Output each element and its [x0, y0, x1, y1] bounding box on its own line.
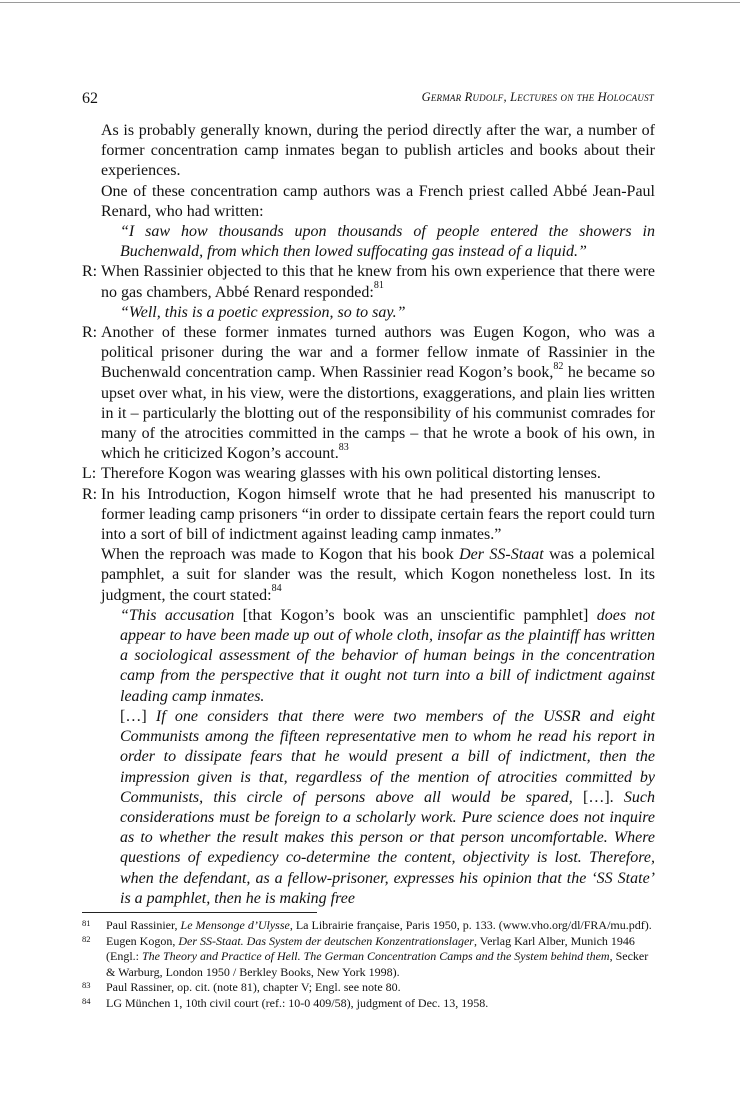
speaker-label: R: [82, 485, 98, 503]
quote-text: Such considerations must be foreign to a scholarly work. Pure science does not inquire as to whether the result makes this person or that person uncomfortable. Where questions of expediency co-determine the content, objectivity is lost. Therefore, when the defendant, as a fellow-prisoner, expresses his opinion that the ‘SS State’ is a pamphlet, then he is making free [120, 788, 655, 907]
footnote-text: , La Librairie française, Paris 1950, p. 133. (www.vho.org/dl/FRA/mu.pdf). [289, 918, 652, 932]
speaker-label: R: [82, 324, 98, 342]
quote-text: “This accusation [120, 606, 243, 624]
paragraph-reproach [82, 545, 655, 606]
page-number: 62 [82, 90, 98, 107]
paragraph-text: he became so upset over what, in his view, were the distortions, exaggerations, and plain lies written in it – particularly the blotting out of the responsibility of his communist comrades for many of the atrocities committed in the camps – that he wrote a book of his own, in which he criticized Kogon’s account. [101, 364, 655, 463]
speaker-label: R: [82, 263, 98, 281]
ellipsis-mark: […] [120, 707, 147, 725]
footnotes [82, 918, 655, 1011]
footnote-ref-83[interactable]: 83 [338, 441, 349, 453]
footnote-82 [82, 934, 655, 981]
footnote-text: Paul Rassinier, [106, 918, 181, 932]
speaker-label: L: [82, 465, 97, 483]
footnote-number: 83 [82, 980, 91, 990]
paragraph-renard-intro: One of these concentration camp authors was a French priest called Abbé Jean-Paul Renard, who had written: [101, 182, 655, 220]
top-border-line [0, 2, 740, 3]
quote-court-1 [82, 606, 655, 707]
book-title: Der SS-Staat [459, 546, 544, 564]
footnote-text: LG München 1, 10th civil court (ref.: 10-0 409/58), judgment of Dec. 13, 1958. [106, 995, 489, 1010]
speaker-paragraph-r1 [82, 262, 655, 302]
quote-renard-reply: “Well, this is a poetic expression, so to say.” [120, 303, 406, 321]
footnote-text: , Secker & Warburg, London 1950 / Berkley Books, New York 1998). [106, 949, 649, 979]
paragraph-text: When Rassinier objected to this that he knew from his own experience that there were no gas chambers, Abbé Renard responded: [101, 263, 655, 301]
footnote-title: Der SS-Staat. Das System der deutschen Konzentrationslager [178, 933, 474, 948]
ellipsis-mark: […]. [583, 788, 614, 806]
quote-renard: “I saw how thousands upon thousands of people entered the showers in Buchenwald, from which then lowed suffocating gas instead of a liquid.” [120, 223, 655, 261]
speaker-paragraph-r2 [82, 323, 655, 464]
running-title: Germar Rudolf, Lectures on the Holocaust [421, 90, 654, 104]
main-text [82, 121, 655, 909]
footnote-title: Le Mensonge d’Ulysse [180, 918, 290, 932]
footnote-ref-82[interactable]: 82 [553, 361, 564, 373]
paragraph-text: Another of these former inmates turned authors was Eugen Kogon, who was a political prisoner during the war and a former fellow inmate of Rassinier in the Buchenwald concentration camp. When Rassinier read Kogon’s book, [101, 324, 655, 382]
paragraph-text: In his Introduction, Kogon himself wrote that he had presented his manuscript to former leading camp prisoners “in order to dissipate certain fears the report could turn into a sort of bill of indictment against leading camp inmates.” [101, 485, 655, 544]
paragraph-text: Therefore Kogon was wearing glasses with his own political distorting lenses. [101, 465, 601, 483]
footnote-81 [82, 918, 655, 934]
paragraph-text: was a polemical pamphlet, a suit for slander was the result, which Kogon nonetheless lost. In its judgment, the court stated: [101, 546, 655, 604]
quote-court-2 [82, 707, 655, 909]
footnote-number: 84 [82, 995, 91, 1006]
footnote-84 [82, 996, 655, 1012]
footnote-number: 81 [82, 918, 91, 928]
speaker-paragraph-l1 [82, 464, 655, 484]
speaker-paragraph-r3 [82, 485, 655, 546]
paragraph-intro: As is probably generally known, during the period directly after the war, a number of former concentration camp inmates began to publish articles and books about their experiences. [101, 122, 655, 180]
footnote-title: The Theory and Practice of Hell. The German Concentration Camps and the System behind them [142, 949, 610, 963]
footnote-ref-81[interactable]: 81 [373, 280, 384, 292]
paragraph-text: When the reproach was made to Kogon that his book [101, 546, 460, 564]
footnote-text: Eugen Kogon, [106, 933, 179, 948]
quote-text: If one considers that there were two members of the USSR and eight Communists among the fifteen representative men to whom he read his report in order to dissipate fears that he would present a bill of indictment, then the impression given is that, regardless of the mention of atrocities committed by Communists, this circle of persons above all would be spared, [120, 707, 655, 806]
editorial-insert: [that Kogon’s book was an unscientific pamphlet] [242, 606, 589, 624]
quote-text: does not appear to have been made up out of whole cloth, insofar as the plaintiff has written a sociological assessment of the behavior of human beings in the concentration camp from the perspective that it ought not turn into a bill of indictment against leading camp inmates. [120, 606, 655, 705]
footnote-ref-84[interactable]: 84 [271, 583, 282, 595]
footnote-separator [82, 912, 317, 913]
footnote-number: 82 [82, 933, 91, 944]
footnote-83 [82, 980, 655, 996]
footnote-text: Paul Rassiner, op. cit. (note 81), chapter V; Engl. see note 80. [106, 980, 401, 994]
footnote-text: , Verlag Karl Alber, Munich 1946 (Engl.: [106, 933, 635, 963]
